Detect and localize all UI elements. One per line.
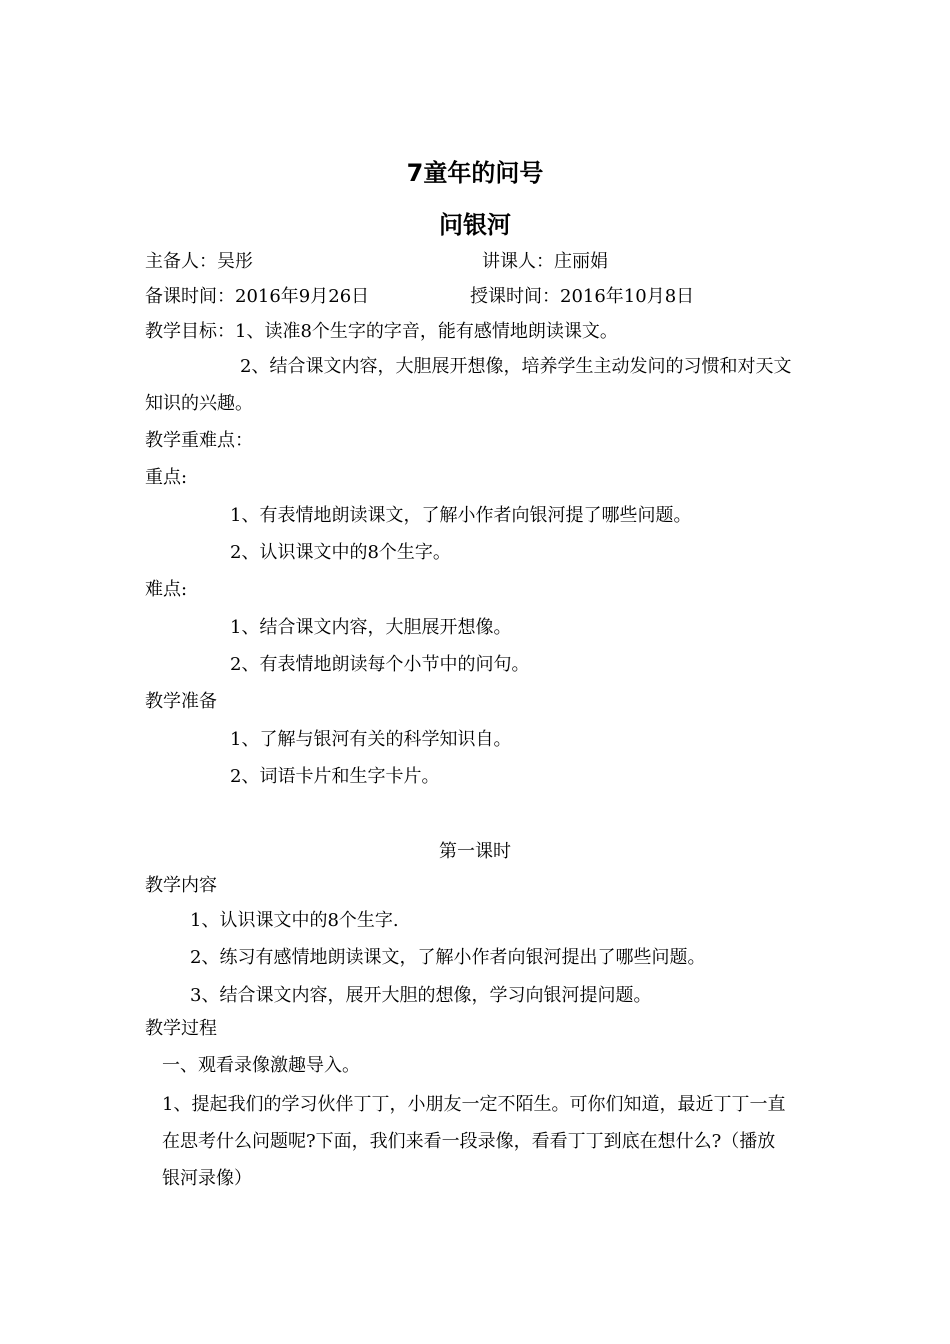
lecturer-line: 讲课人：庄丽娟 bbox=[482, 251, 608, 272]
goals-line-1: 教学目标：1、读准8个生字的字音，能有感情地朗读课文。 bbox=[145, 321, 618, 342]
content-item: 2、练习有感情地朗读课文，了解小作者向银河提出了哪些问题。 bbox=[190, 947, 706, 968]
content-heading: 教学内容 bbox=[145, 875, 217, 896]
key-difficult-heading: 教学重难点： bbox=[145, 430, 253, 451]
goals-line-2: 2、结合课文内容，大胆展开想像，培养学生主动发问的习惯和对天文 bbox=[240, 356, 792, 377]
difficult-point-item: 2、有表情地朗读每个小节中的问句。 bbox=[230, 654, 530, 675]
page-subtitle: 问银河 bbox=[439, 211, 511, 239]
difficult-points-heading: 难点: bbox=[145, 579, 188, 600]
teach-date-line: 授课时间：2016年10月8日 bbox=[470, 286, 695, 307]
preparation-item: 1、了解与银河有关的科学知识自。 bbox=[230, 729, 512, 750]
difficult-point-item: 1、结合课文内容，大胆展开想像。 bbox=[230, 617, 512, 638]
preparer-line: 主备人：吴彤 bbox=[145, 251, 253, 272]
process-paragraph-line-2: 在思考什么问题呢?下面，我们来看一段录像，看看丁丁到底在想什么?（播放 bbox=[162, 1131, 776, 1152]
preparation-item: 2、词语卡片和生字卡片。 bbox=[230, 766, 440, 787]
prep-date-line: 备课时间：2016年9月26日 bbox=[145, 286, 370, 307]
preparation-heading: 教学准备 bbox=[145, 691, 217, 712]
process-heading: 教学过程 bbox=[145, 1018, 217, 1039]
content-item: 1、认识课文中的8个生字. bbox=[190, 910, 399, 931]
process-step-1: 一、观看录像激趣导入。 bbox=[162, 1055, 360, 1076]
process-paragraph-line-1: 1、提起我们的学习伙伴丁丁，小朋友一定不陌生。可你们知道，最近丁丁一直 bbox=[162, 1094, 786, 1115]
key-point-item: 1、有表情地朗读课文，了解小作者向银河提了哪些问题。 bbox=[230, 505, 692, 526]
goals-line-3: 知识的兴趣。 bbox=[145, 393, 253, 414]
process-paragraph-line-3: 银河录像） bbox=[162, 1168, 252, 1189]
page-title: 7童年的问号 bbox=[406, 159, 544, 187]
key-point-item: 2、认识课文中的8个生字。 bbox=[230, 542, 451, 563]
lesson-heading: 第一课时 bbox=[439, 841, 511, 862]
key-points-heading: 重点: bbox=[145, 467, 188, 488]
content-item: 3、结合课文内容，展开大胆的想像，学习向银河提问题。 bbox=[190, 985, 652, 1006]
